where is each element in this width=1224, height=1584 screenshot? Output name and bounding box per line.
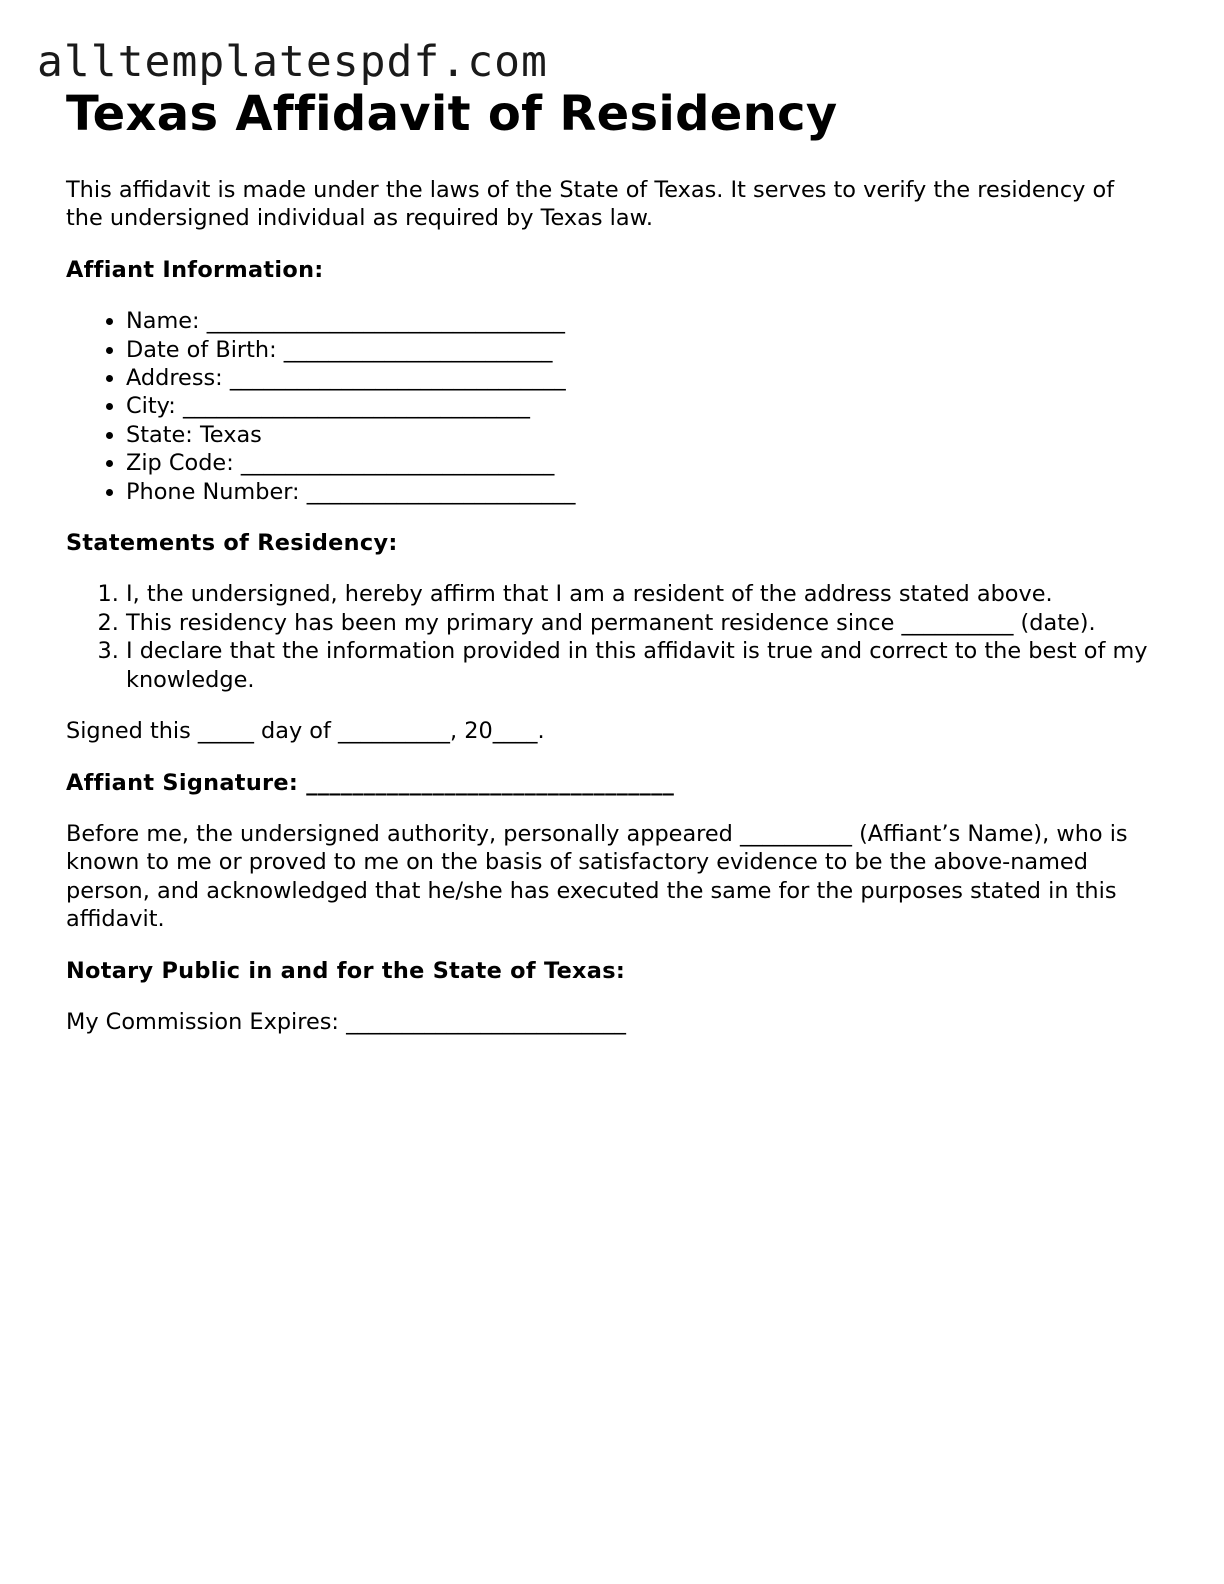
- field-value: ______________________________: [229, 365, 566, 392]
- notary-paragraph: Before me, the undersigned authority, personally appeared __________ (Affiant’s Name), who is known to me or proved to me on the basis of satisfactory evidence to be the above-named person, and acknowledged that he/she has executed the same for the purposes stated in this affidavit.: [66, 820, 1128, 933]
- affiant-signature-line: [66, 769, 1156, 797]
- document-title: Texas Affidavit of Residency: [66, 86, 838, 142]
- field-label: State:: [126, 421, 193, 448]
- field-address: [126, 364, 1156, 392]
- field-phone-number: [126, 478, 1156, 506]
- field-label: Phone Number:: [126, 478, 300, 505]
- field-value: Texas: [199, 421, 262, 448]
- field-label: Date of Birth:: [126, 336, 277, 363]
- field-state: [126, 421, 1156, 449]
- commission-expires-line: [66, 1008, 1156, 1036]
- commission-label: My Commission Expires:: [66, 1008, 339, 1035]
- affiant-information-list: [66, 307, 1156, 506]
- field-label: Name:: [126, 308, 200, 335]
- affiant-signature-blank: ________________________________: [306, 769, 675, 796]
- field-city: [126, 392, 1156, 420]
- field-value: ________________________: [306, 478, 576, 505]
- statement-item: 3. I declare that the information provided in this affidavit is true and correct to the best of my knowledge.: [126, 637, 1156, 694]
- field-label: Address:: [126, 365, 223, 392]
- statements-heading: Statements of Residency:: [66, 530, 398, 557]
- affiant-signature-label: Affiant Signature:: [66, 769, 299, 796]
- watermark: alltemplatespdf.com: [37, 37, 548, 87]
- signed-date-line: Signed this _____ day of __________, 20____.: [66, 718, 545, 745]
- field-value: _______________________________: [182, 393, 530, 420]
- field-zip-code: [126, 449, 1156, 477]
- field-value: ________________________: [283, 336, 553, 363]
- intro-paragraph: This affidavit is made under the laws of the State of Texas. It serves to verify the residency of the undersigned individual as required by Texas law.: [66, 177, 1115, 232]
- field-label: City:: [126, 393, 176, 420]
- field-value: ____________________________: [240, 450, 555, 477]
- document-page: [66, 84, 1156, 1036]
- notary-heading: Notary Public in and for the State of Texas:: [66, 957, 626, 984]
- commission-blank: _________________________: [346, 1008, 626, 1035]
- field-label: Zip Code:: [126, 450, 234, 477]
- statement-item: 2. This residency has been my primary and permanent residence since __________ (date).: [126, 609, 1156, 637]
- affiant-information-heading: Affiant Information:: [66, 256, 324, 283]
- statements-list: [66, 580, 1156, 694]
- field-name: [126, 307, 1156, 335]
- field-date-of-birth: [126, 336, 1156, 364]
- statement-item: 1. I, the undersigned, hereby affirm that I am a resident of the address stated above.: [126, 580, 1156, 608]
- field-value: ________________________________: [206, 308, 565, 335]
